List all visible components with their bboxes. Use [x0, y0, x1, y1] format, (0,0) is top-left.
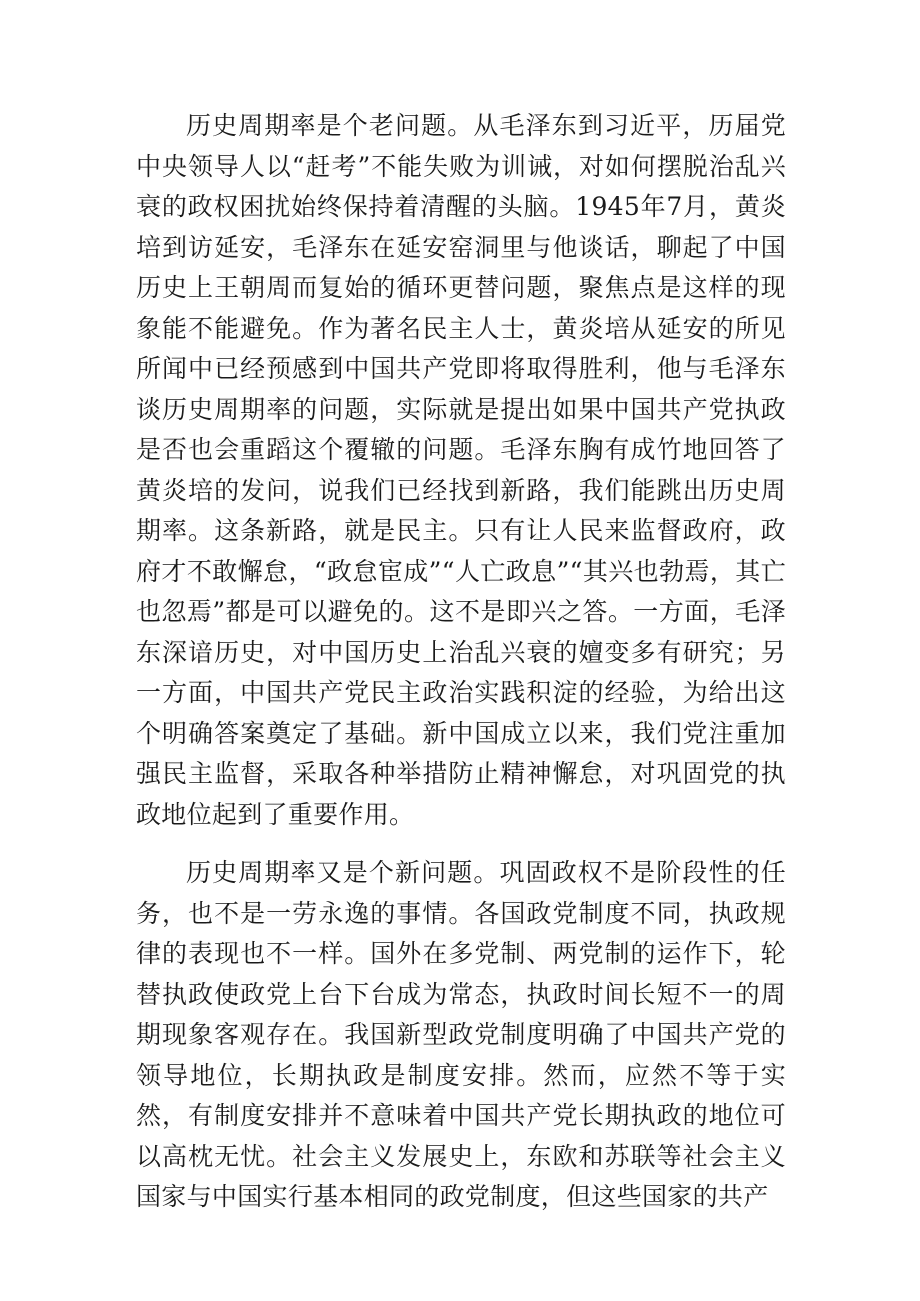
- paragraph-2: 历史周期率又是个新问题。巩固政权不是阶段性的任务，也不是一劳永逸的事情。各国政党制度不同，执政规律的表现也不一样。国外在多党制、两党制的运作下，轮替执政使政党上台下台成为常态，执政时间长短不一的周期现象客观存在。我国新型政党制度明确了中国共产党的领导地位，长期执政是制度安排。然而，应然不等于实然，有制度安排并不意味着中国共产党长期执政的地位可以高枕无忧。社会主义发展史上，东欧和苏联等社会主义国家与中国实行基本相同的政党制度，但这些国家的共产: [136, 858, 786, 1211]
- document-page: [136, 106, 786, 1218]
- paragraph-1: 历史周期率是个老问题。从毛泽东到习近平，历届党中央领导人以“赶考”不能失败为训诫，对如何摆脱治乱兴衰的政权困扰始终保持着清醒的头脑。1945年7月，黄炎培到访延安，毛泽东在延安窑洞里与他谈话，聊起了中国历史上王朝周而复始的循环更替问题，聚焦点是这样的现象能不能避免。作为著名民主人士，黄炎培从延安的所见所闻中已经预感到中国共产党即将取得胜利，他与毛泽东谈历史周期率的问题，实际就是提出如果中国共产党执政是否也会重蹈这个覆辙的问题。毛泽东胸有成竹地回答了黄炎培的发问，说我们已经找到新路，我们能跳出历史周期率。这条新路，就是民主。只有让人民来监督政府，政府才不敢懈怠，“政怠宦成”“人亡政息”“其兴也勃焉，其亡也忽焉”都是可以避免的。这不是即兴之答。一方面，毛泽东深谙历史，对中国历史上治乱兴衰的嬗变多有研究；另一方面，中国共产党民主政治实践积淀的经验，为给出这个明确答案奠定了基础。新中国成立以来，我们党注重加强民主监督，采取各种举措防止精神懈怠，对巩固党的执政地位起到了重要作用。: [136, 111, 786, 829]
